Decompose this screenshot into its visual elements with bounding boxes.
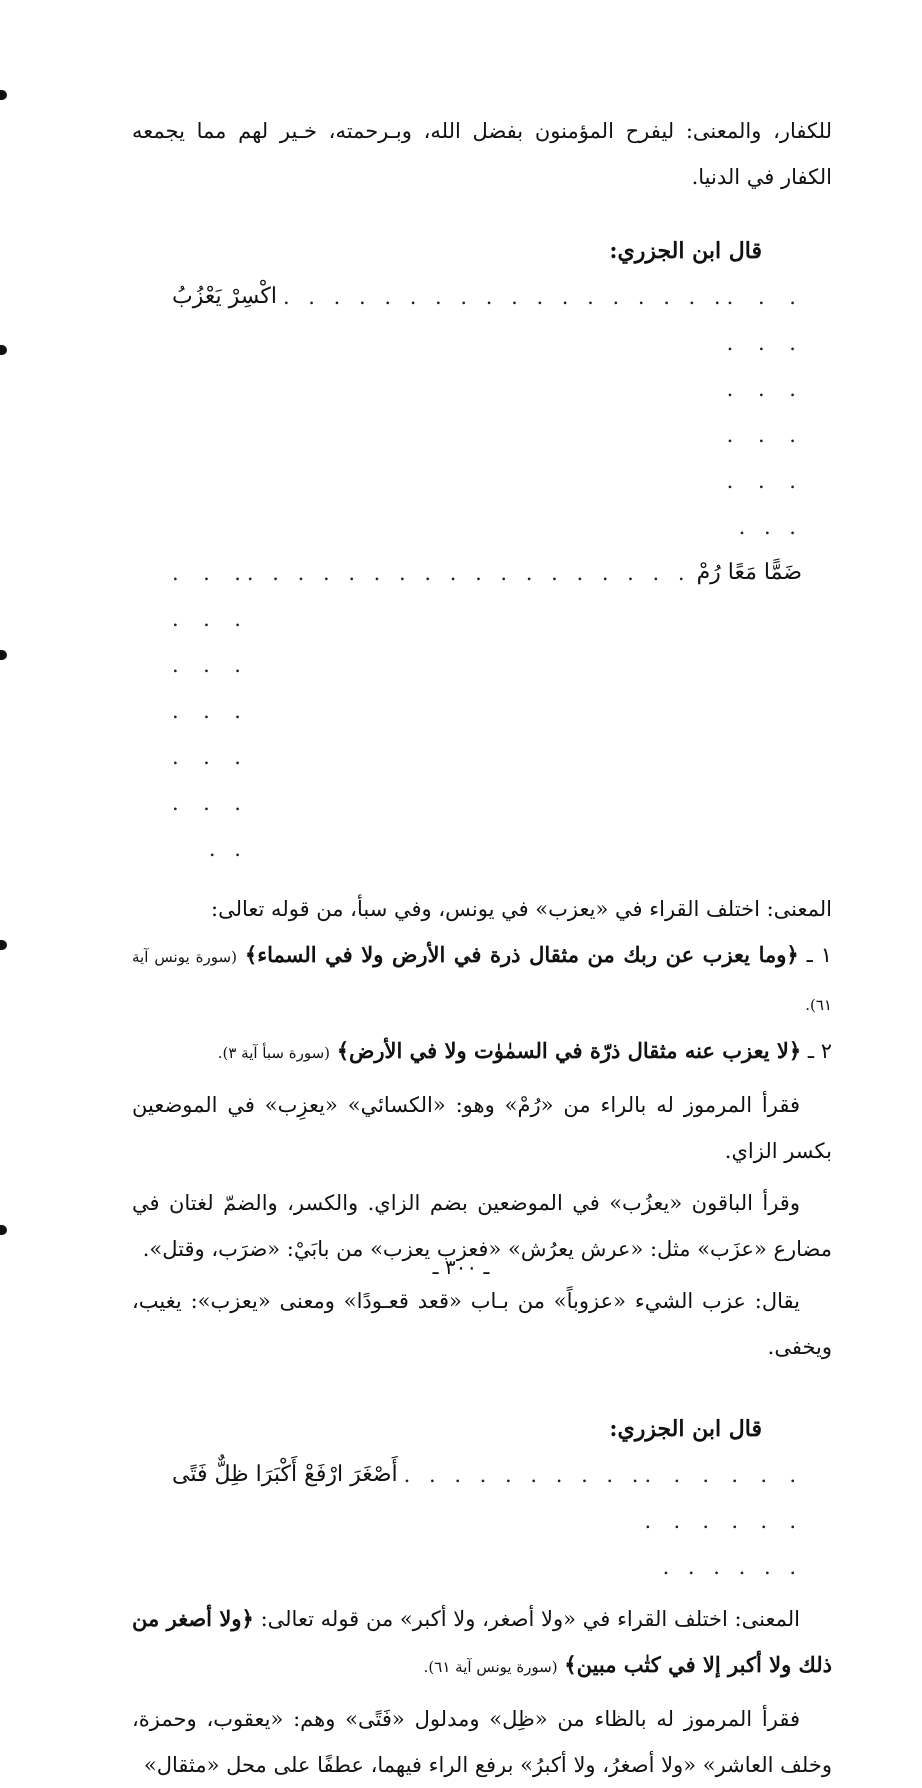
surah-reference: (سورة سبأ آية ٣). <box>217 1044 331 1062</box>
paragraph-2: فقرأ المرموز له بالراء من «رُمْ» وهو: «الكسائي» «يعزِب» في الموضعين بكسر الزاي. <box>132 1093 832 1163</box>
surah-reference: (سورة يونس آية ٦١). <box>423 1658 558 1676</box>
quran-verse: ﴿لا يعزب عنه مثقال ذرّة في السمٰوٰت ولا في الأرض﴾ <box>336 1038 802 1063</box>
verse-dots: . . . . . . . . . . . . . . . . . . <box>644 1463 802 1579</box>
verse-dots: . . . . . . . . . . <box>403 1463 645 1487</box>
verse-dots: . . . . . . . . . . . . . . . . . . <box>282 285 727 309</box>
paragraph-6: فقرأ المرموز له بالظاء من «ظِل» ومدلول «فَتًى» وهم: «يعقوب، وحمزة، وخلف العاشر» «ولا أصغرُ، ولا أكبرُ» برفع الراء فيهما، عطفًا على محل «مثقال» <box>132 1707 832 1777</box>
margin-mark <box>0 940 7 950</box>
paragraph-meaning-1: المعنى: اختلف القراء في «يعزب» في يونس، وفي سبأ، من قوله تعالى: <box>211 897 832 921</box>
heading-ibn-aljazari-1: قال ابن الجزري: <box>609 238 762 264</box>
item-number: ١ ـ <box>806 943 833 967</box>
paragraph-intro: للكفار، والمعنى: ليفرح المؤمنون بفضل الله، وبـرحمته، خـير لهم مما يجمعه الكفار في الدنيا. <box>132 119 832 189</box>
numbered-item-2 <box>132 1028 832 1076</box>
paragraph-meaning-2 <box>132 1596 832 1690</box>
page-number: ـ ٣٠٠ ـ <box>432 1255 490 1279</box>
verse-word: ضَمًّا مَعًا رُمْ <box>696 560 802 585</box>
quran-verse: ﴿وما يعزب عن ربك من مثقال ذرة في الأرض ولا في السماء﴾ <box>244 942 799 967</box>
verse-dots: . . . . . . . . . . . . . . . . . . <box>726 285 802 539</box>
verse-dots: . . . . . . . . . . . . . . . . . . . . <box>172 561 247 861</box>
page-content <box>132 108 832 1788</box>
paragraph-4: يقال: عزب الشيء «عزوباً» من بـاب «قعد قعـودًا» ومعنى «يعزب»: يغيب، ويخفى. <box>132 1289 832 1359</box>
verse-1 <box>132 274 832 550</box>
heading-ibn-aljazari-2: قال ابن الجزري: <box>609 1416 762 1442</box>
verse-1-line-2 <box>132 550 832 872</box>
margin-mark <box>0 1225 7 1235</box>
surah-reference: (سورة يونس آية ٦١). <box>132 948 832 1014</box>
verse-dots: . . . . . . . . . . . . . . . . . . <box>246 561 691 585</box>
numbered-item-1 <box>132 932 832 1028</box>
margin-mark <box>0 90 7 100</box>
verse-2 <box>132 1452 832 1590</box>
verse-word: أَصْغَرَ ارْفَعْ أَكْبَرَا ظِلٌّ فَتًى <box>172 1462 398 1487</box>
item-number: ٢ ـ <box>807 1039 832 1063</box>
margin-mark <box>0 345 7 355</box>
quran-verse: ﴿ولا أصغر من ذلك ولا أكبر إلا في كتٰب مبين﴾ <box>132 1606 832 1677</box>
margin-mark <box>0 650 7 660</box>
verse-word: اكْسِرْ يَعْزُبُ <box>172 284 277 309</box>
paragraph-3: وقرأ الباقون «يعزُب» في الموضعين بضم الزاي. والكسر، والضمّ لغتان في مضارع «عزَب» مثل: «عرش يعرُش» «فعزب يعزب» من بابَيْ: «ضرَب، وقتل». <box>132 1191 832 1261</box>
paragraph-text: المعنى: اختلف القراء في «ولا أصغر، ولا أكبر» من قوله تعالى: <box>260 1607 800 1631</box>
